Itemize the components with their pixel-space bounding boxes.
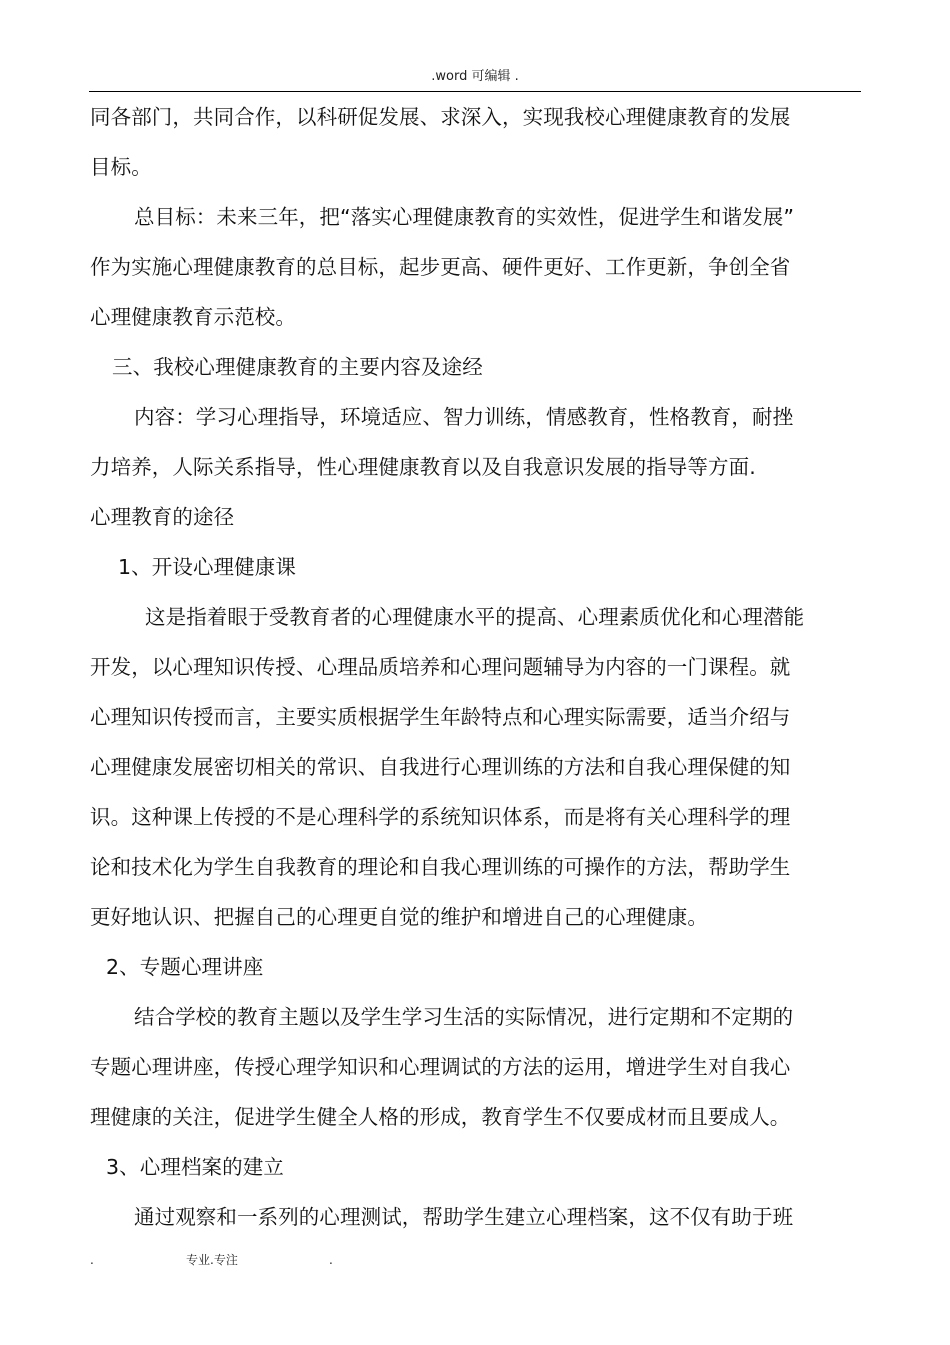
text-line <box>90 492 830 542</box>
text-line <box>90 1092 830 1142</box>
text-line-content: 1、开设心理健康课 <box>118 555 296 579</box>
text-line <box>90 242 830 292</box>
text-line <box>90 442 830 492</box>
text-line-content: 力培养，人际关系指导，性心理健康教育以及自我意识发展的指导等方面. <box>90 455 756 479</box>
text-line-content: 心理知识传授而言，主要实质根据学生年龄特点和心理实际需要，适当介绍与 <box>90 705 791 729</box>
text-line-content: 内容：学习心理指导，环境适应、智力训练，情感教育，性格教育，耐挫 <box>134 405 794 429</box>
text-line-content: 心理健康教育示范校。 <box>90 305 296 329</box>
text-line <box>90 692 830 742</box>
text-line <box>90 392 830 442</box>
text-line-content: 心理健康发展密切相关的常识、自我进行心理训练的方法和自我心理保健的知 <box>90 755 791 779</box>
text-line <box>90 992 830 1042</box>
footer-dot-right: . <box>329 1253 333 1267</box>
page-footer <box>0 1250 950 1270</box>
text-line <box>90 542 830 592</box>
text-line-content: 理健康的关注，促进学生健全人格的形成，教育学生不仅要成材而且要成人。 <box>90 1105 791 1129</box>
text-line-content: 开发，以心理知识传授、心理品质培养和心理问题辅导为内容的一门课程。就 <box>90 655 791 679</box>
text-line <box>90 1192 830 1242</box>
text-line <box>90 1042 830 1092</box>
text-line <box>90 1142 830 1192</box>
text-line <box>90 842 830 892</box>
text-line-content: 目标。 <box>90 155 152 179</box>
text-line <box>90 592 830 642</box>
text-line <box>90 92 830 142</box>
text-line-content: 专题心理讲座，传授心理学知识和心理调试的方法的运用，增进学生对自我心 <box>90 1055 791 1079</box>
text-line <box>90 742 830 792</box>
text-line <box>90 642 830 692</box>
text-line-content: 论和技术化为学生自我教育的理论和自我心理训练的可操作的方法，帮助学生 <box>90 855 791 879</box>
text-line-content: 识。这种课上传授的不是心理科学的系统知识体系，而是将有关心理科学的理 <box>90 805 791 829</box>
document-body <box>90 92 830 1242</box>
text-line-content: 2、专题心理讲座 <box>106 955 264 979</box>
text-line <box>90 942 830 992</box>
text-line-content: 通过观察和一系列的心理测试，帮助学生建立心理档案，这不仅有助于班 <box>134 1205 794 1229</box>
text-line <box>90 342 830 392</box>
text-line-content: 结合学校的教育主题以及学生学习生活的实际情况，进行定期和不定期的 <box>134 1005 794 1029</box>
text-line <box>90 792 830 842</box>
text-line-content: 心理教育的途径 <box>90 505 235 529</box>
page-header: .word 可编辑 . <box>431 69 519 84</box>
footer-dot-left: . <box>90 1253 94 1267</box>
text-line-content: 三、我校心理健康教育的主要内容及途经 <box>112 355 483 379</box>
text-line-content: 3、心理档案的建立 <box>106 1155 284 1179</box>
text-line-content: 同各部门，共同合作，以科研促发展、求深入，实现我校心理健康教育的发展 <box>90 105 791 129</box>
text-line <box>90 292 830 342</box>
text-line-content: 作为实施心理健康教育的总目标，起步更高、硬件更好、工作更新，争创全省 <box>90 255 791 279</box>
text-line <box>90 892 830 942</box>
text-line-content: 这是指着眼于受教育者的心理健康水平的提高、心理素质优化和心理潜能 <box>145 605 805 629</box>
footer-text: 专业.专注 <box>186 1253 238 1267</box>
text-line <box>90 142 830 192</box>
text-line <box>90 192 830 242</box>
text-line-content: 总目标：未来三年，把“落实心理健康教育的实效性，促进学生和谐发展” <box>134 205 795 229</box>
text-line-content: 更好地认识、把握自己的心理更自觉的维护和增进自己的心理健康。 <box>90 905 708 929</box>
